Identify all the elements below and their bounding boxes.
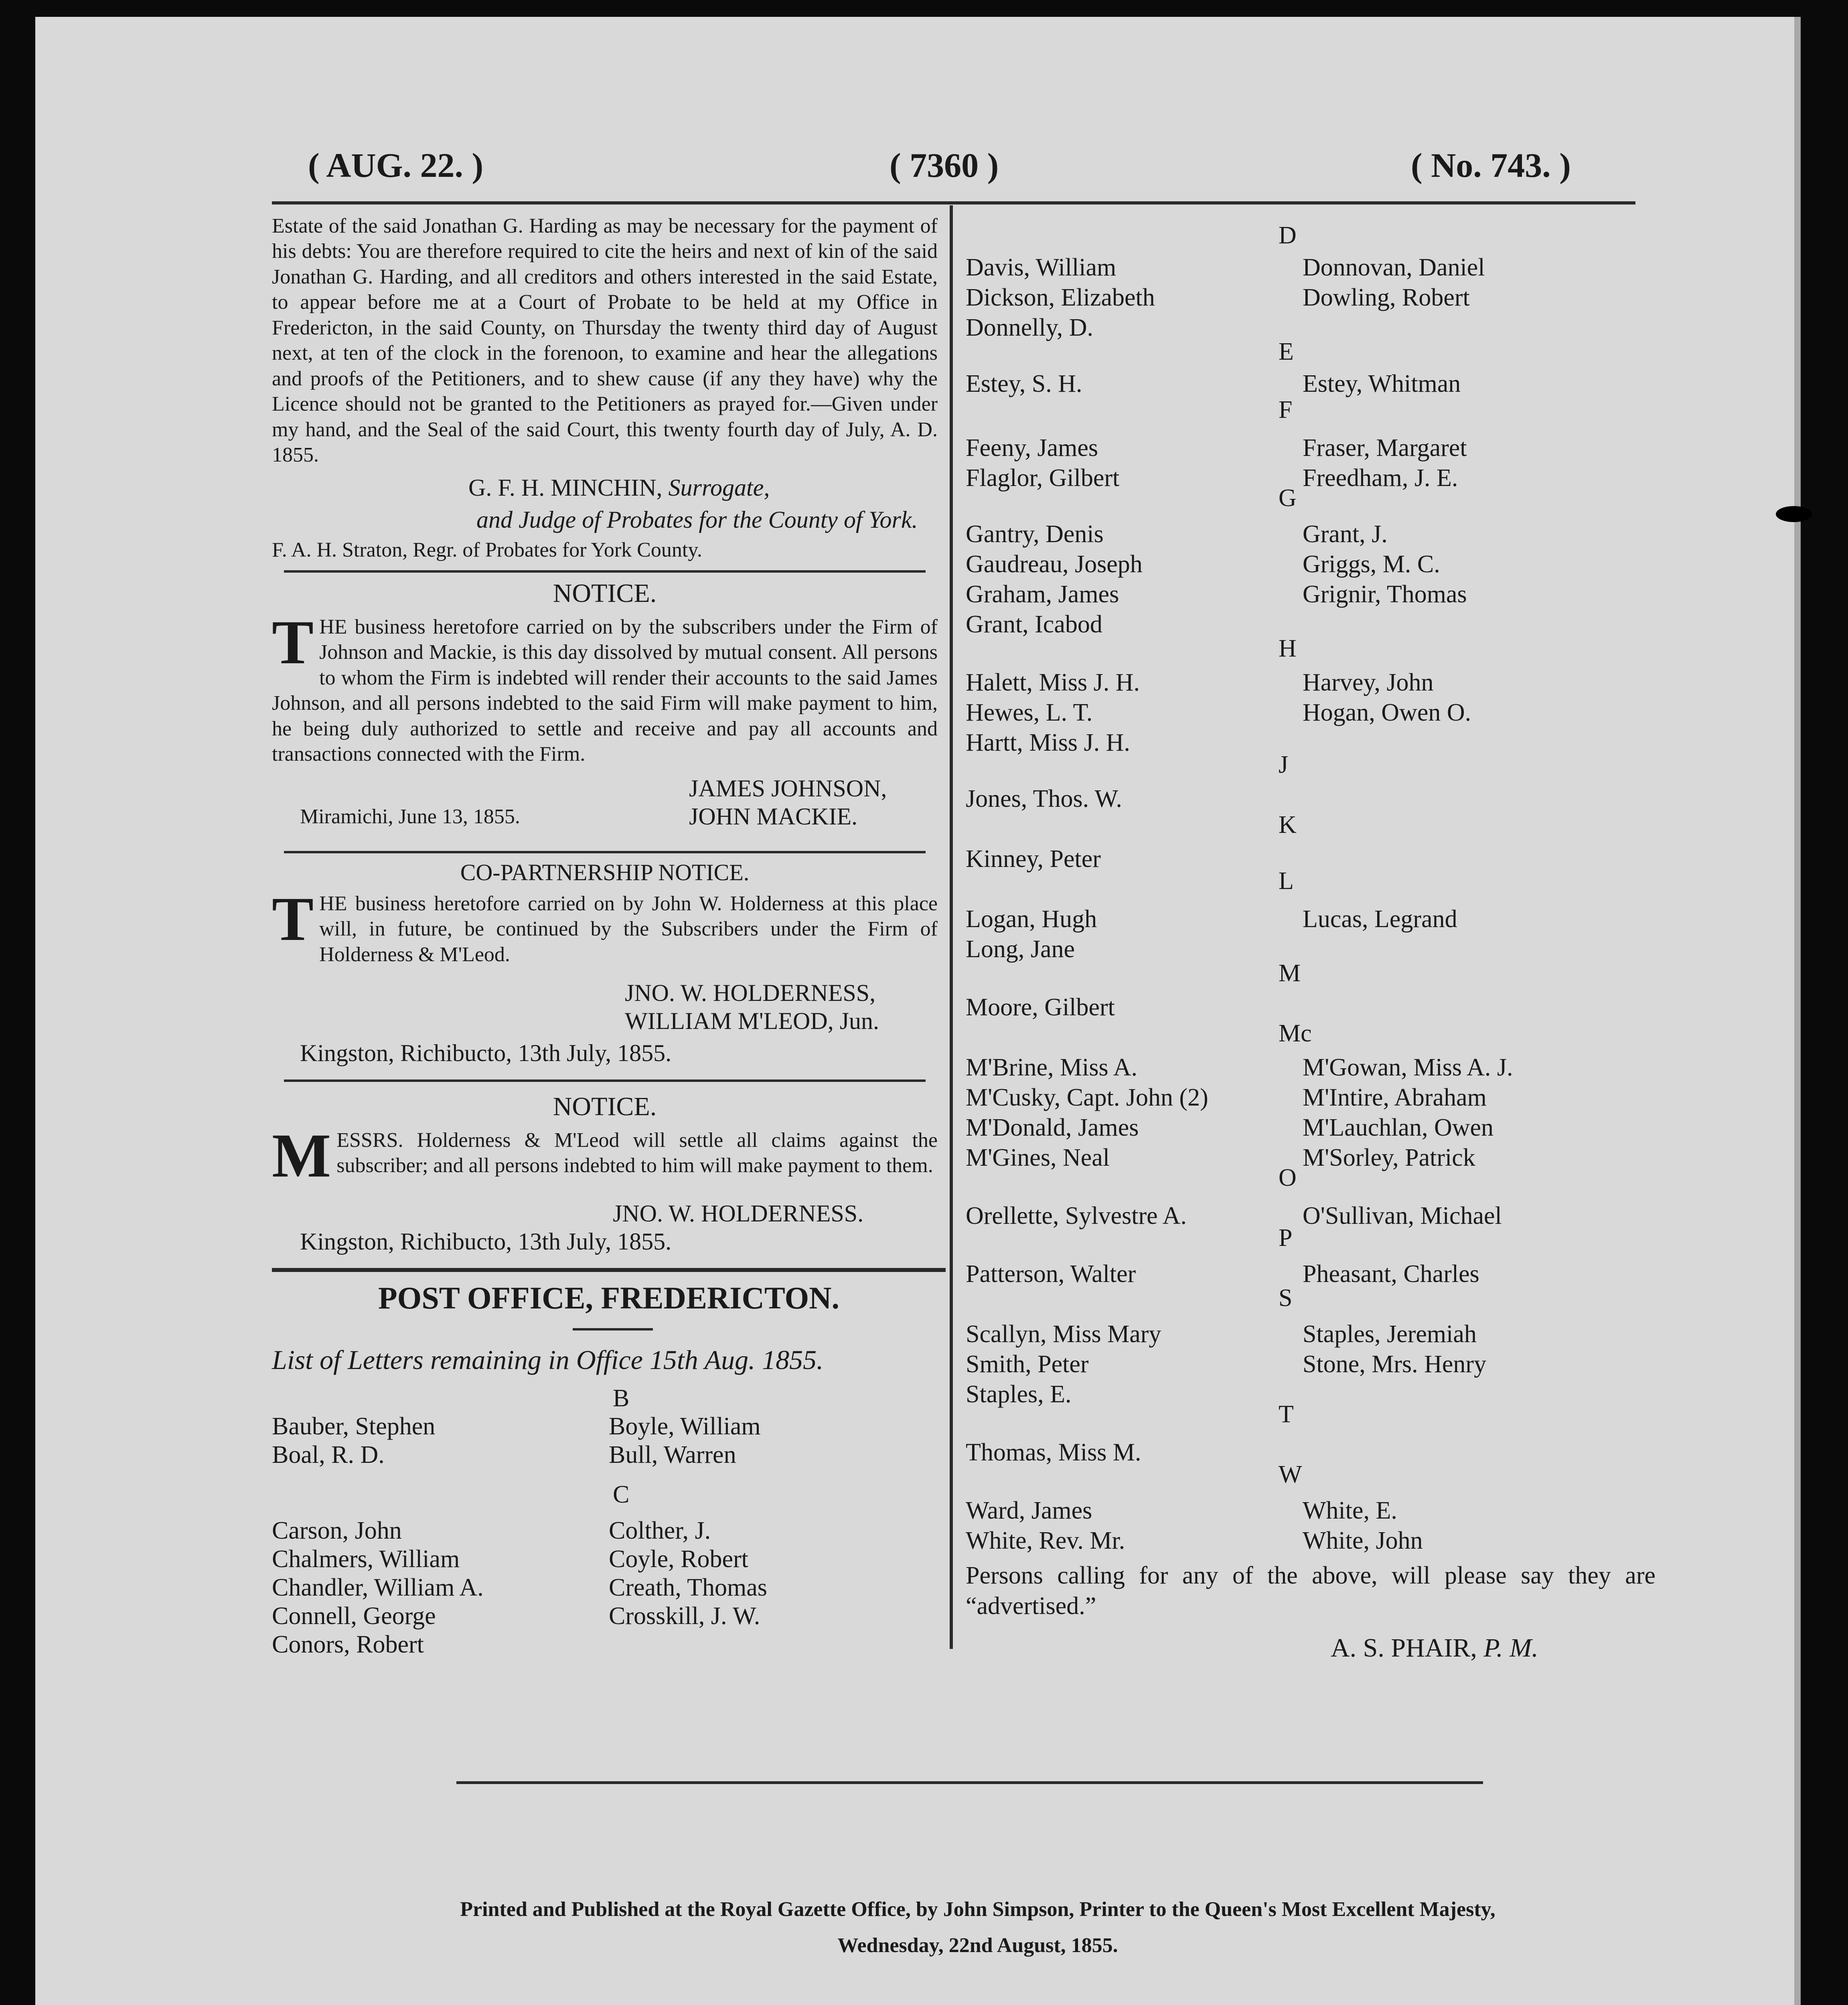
list-item: Boyle, William xyxy=(609,1413,761,1440)
list-item: Crosskill, J. W. xyxy=(609,1602,760,1630)
list-item: Kinney, Peter xyxy=(966,845,1101,873)
list-item: Halett, Miss J. H. xyxy=(966,669,1140,696)
notice1-title: NOTICE. xyxy=(553,579,657,608)
imprint-rule xyxy=(456,1781,1483,1784)
list-item: Moore, Gilbert xyxy=(966,994,1115,1021)
probate-text: Estate of the said Jonathan G. Harding as may be necessary for the payment of his debts: You are therefore required to cite the heirs and next of kin of the said Jonathan G. Harding, and all creditors and others interested in the said Estate, to appear before me at a Court of Probate to be held at my Office in Fredericton, in the said County, on Thursday the twenty third day of August next, at ten of the clock in the forenoon, to examine and hear the allegations and proofs of the Petitioners, and to shew cause (if any they have) why the Licence should not be granted to the Petitioners as prayed for.—Given under my hand, and the Seal of the said Court, this twenty fourth day of July, A. D. 1855. xyxy=(272,215,938,466)
closing-note: Persons calling for any of the above, will please say they are “advertised.” xyxy=(966,1562,1656,1620)
list-item: O'Sullivan, Michael xyxy=(1303,1202,1502,1229)
notice2-title: NOTICE. xyxy=(553,1092,657,1121)
list-item: M'Gines, Neal xyxy=(966,1144,1110,1171)
notice2-body: M ESSRS. Holderness & M'Leod will settle all claims against the subscriber; and all persons indebted to him will make payment to them. xyxy=(272,1121,938,1190)
section-letter-s: S xyxy=(1279,1284,1293,1312)
section-letter-t: T xyxy=(1279,1401,1294,1428)
section-letter-mc: Mc xyxy=(1279,1020,1312,1047)
list-item: Hartt, Miss J. H. xyxy=(966,729,1130,756)
list-item: Staples, Jeremiah xyxy=(1303,1320,1477,1348)
list-item: Coyle, Robert xyxy=(609,1545,748,1573)
post-office-subtitle: List of Letters remaining in Office 15th Aug. 1855. xyxy=(272,1345,824,1375)
section-rule-heavy xyxy=(272,1268,946,1272)
probate-signer: G. F. H. MINCHIN, Surrogate, xyxy=(468,474,770,501)
imprint-line1: Printed and Published at the Royal Gazette Office, by John Simpson, Printer to the Queen's Most Excellent Majesty, xyxy=(460,1898,1495,1921)
list-item: Lucas, Legrand xyxy=(1303,905,1457,933)
list-item: Chandler, William A. xyxy=(272,1574,484,1601)
post-office-title: POST OFFICE, FREDERICTON. xyxy=(378,1280,839,1315)
section-letter-o: O xyxy=(1279,1164,1297,1191)
copartnership-place-date: Kingston, Richibucto, 13th July, 1855. xyxy=(300,1040,672,1066)
section-letter-k: K xyxy=(1279,811,1297,838)
list-item: Griggs, M. C. xyxy=(1303,551,1440,578)
list-item: White, E. xyxy=(1303,1497,1397,1524)
list-item: M'Donald, James xyxy=(966,1114,1139,1141)
list-item: Freedham, J. E. xyxy=(1303,464,1458,492)
list-item: Stone, Mrs. Henry xyxy=(1303,1351,1487,1378)
list-item: Feeny, James xyxy=(966,434,1098,462)
section-rule xyxy=(284,851,926,853)
list-item: Orellette, Sylvestre A. xyxy=(966,1202,1187,1229)
section-rule xyxy=(284,1079,926,1082)
notice2-signer: JNO. W. HOLDERNESS. xyxy=(613,1200,864,1227)
copartnership-signer1: JNO. W. HOLDERNESS, xyxy=(625,980,876,1006)
header-date: ( AUG. 22. ) xyxy=(308,146,484,184)
copartnership-title: CO-PARTNERSHIP NOTICE. xyxy=(460,859,750,885)
section-letter-w: W xyxy=(1279,1461,1302,1488)
section-letter-c: C xyxy=(613,1481,630,1508)
list-item: M'Intire, Abraham xyxy=(1303,1084,1487,1111)
list-item: Logan, Hugh xyxy=(966,905,1097,933)
section-letter-f: F xyxy=(1279,396,1293,423)
list-item: Thomas, Miss M. xyxy=(966,1439,1141,1466)
section-rule xyxy=(284,570,926,573)
list-item: Scallyn, Miss Mary xyxy=(966,1320,1161,1348)
list-item: Ward, James xyxy=(966,1497,1092,1524)
notice2-dropcap: M xyxy=(272,1121,331,1190)
list-item: Jones, Thos. W. xyxy=(966,785,1122,812)
list-item: Colther, J. xyxy=(609,1517,711,1544)
list-item: Connell, George xyxy=(272,1602,436,1630)
list-item: Hogan, Owen O. xyxy=(1303,699,1471,726)
notice1-signer1: JAMES JOHNSON, xyxy=(689,775,887,802)
list-item: Chalmers, William xyxy=(272,1545,460,1573)
b-right-list xyxy=(609,1412,761,1469)
notice1-body: T HE business heretofore carried on by the subscribers under the Firm of Johnson and Mackie, is this day dissolved by mutual consent. All persons to whom the Firm is indebted will render their accounts to the said James Johnson, and all persons indebted to the said Firm will make payment to him, he being duly authorized to settle and receive and pay all accounts and transactions connected with the Firm. xyxy=(272,608,938,766)
header-page-number: ( 7360 ) xyxy=(890,146,999,184)
list-item: Hewes, L. T. xyxy=(966,699,1093,726)
list-item: Patterson, Walter xyxy=(966,1260,1136,1288)
imprint-line2: Wednesday, 22nd August, 1855. xyxy=(837,1934,1118,1957)
section-letter-l: L xyxy=(1279,867,1294,895)
copartnership-dropcap: T xyxy=(272,884,314,954)
section-letter-e: E xyxy=(1279,338,1294,365)
notice1-place-date: Miramichi, June 13, 1855. xyxy=(300,805,520,828)
list-item: M'Gowan, Miss A. J. xyxy=(1303,1054,1513,1081)
postmaster-signature: A. S. PHAIR, P. M. xyxy=(1331,1633,1538,1663)
header-rule xyxy=(272,201,1635,205)
list-item: M'Lauchlan, Owen xyxy=(1303,1114,1494,1141)
list-item: Donnelly, D. xyxy=(966,314,1093,341)
notice2-place-date: Kingston, Richibucto, 13th July, 1855. xyxy=(300,1228,672,1255)
list-item: Bauber, Stephen xyxy=(272,1413,436,1440)
list-item: White, John xyxy=(1303,1527,1423,1554)
notice1-signer2: JOHN MACKIE. xyxy=(689,803,857,830)
section-letter-m: M xyxy=(1279,960,1301,987)
section-letter-b: B xyxy=(613,1385,630,1412)
list-item: Flaglor, Gilbert xyxy=(966,464,1120,492)
list-item: Harvey, John xyxy=(1303,669,1434,696)
list-item: Estey, S. H. xyxy=(966,370,1082,397)
list-item: Smith, Peter xyxy=(966,1351,1089,1378)
gazette-page xyxy=(35,17,1801,2005)
section-letter-g: G xyxy=(1279,484,1297,512)
column-divider xyxy=(950,205,953,1649)
section-letter-h: H xyxy=(1279,635,1297,662)
section-letter-j: J xyxy=(1279,751,1289,778)
list-item: Estey, Whitman xyxy=(1303,370,1461,397)
list-item: Long, Jane xyxy=(966,936,1075,963)
list-item: Conors, Robert xyxy=(272,1631,424,1658)
list-item: Donnovan, Daniel xyxy=(1303,254,1485,281)
list-item: Grignir, Thomas xyxy=(1303,581,1467,608)
copartnership-body: T HE business heretofore carried on by John W. Holderness at this place will, in future, be continued by the Subscribers under the Firm of Holderness & M'Leod. xyxy=(272,884,938,966)
c-right-list xyxy=(609,1517,767,1630)
list-item: Gantry, Denis xyxy=(966,520,1104,548)
list-item: Bull, Warren xyxy=(609,1441,736,1468)
b-left-list xyxy=(272,1412,435,1469)
notice1-dropcap: T xyxy=(272,608,314,677)
list-item: Staples, E. xyxy=(966,1381,1072,1408)
list-item: Davis, William xyxy=(966,254,1116,281)
list-item: White, Rev. Mr. xyxy=(966,1527,1125,1554)
short-rule xyxy=(573,1328,653,1331)
list-item: M'Cusky, Capt. John (2) xyxy=(966,1084,1208,1111)
probate-judge: and Judge of Probates for the County of York. xyxy=(476,506,918,533)
list-item: M'Brine, Miss A. xyxy=(966,1054,1138,1081)
list-item: Dowling, Robert xyxy=(1303,284,1470,311)
ink-blot xyxy=(1776,506,1812,522)
list-item: M'Sorley, Patrick xyxy=(1303,1144,1475,1171)
list-item: Grant, Icabod xyxy=(966,611,1102,638)
header-issue-number: ( No. 743. ) xyxy=(1411,146,1571,184)
copartnership-signer2: WILLIAM M'LEOD, Jun. xyxy=(625,1008,879,1034)
list-item: Carson, John xyxy=(272,1517,402,1544)
list-item: Fraser, Margaret xyxy=(1303,434,1467,462)
list-item: Boal, R. D. xyxy=(272,1441,385,1468)
list-item: Graham, James xyxy=(966,581,1119,608)
list-item: Pheasant, Charles xyxy=(1303,1260,1479,1288)
list-item: Dickson, Elizabeth xyxy=(966,284,1155,311)
probate-registrar: F. A. H. Straton, Regr. of Probates for York County. xyxy=(272,539,702,561)
section-letter-d: D xyxy=(1279,222,1297,249)
list-item: Creath, Thomas xyxy=(609,1574,767,1601)
c-left-list xyxy=(272,1517,484,1659)
list-item: Gaudreau, Joseph xyxy=(966,551,1143,578)
list-item: Grant, J. xyxy=(1303,520,1388,548)
section-letter-p: P xyxy=(1279,1224,1293,1252)
